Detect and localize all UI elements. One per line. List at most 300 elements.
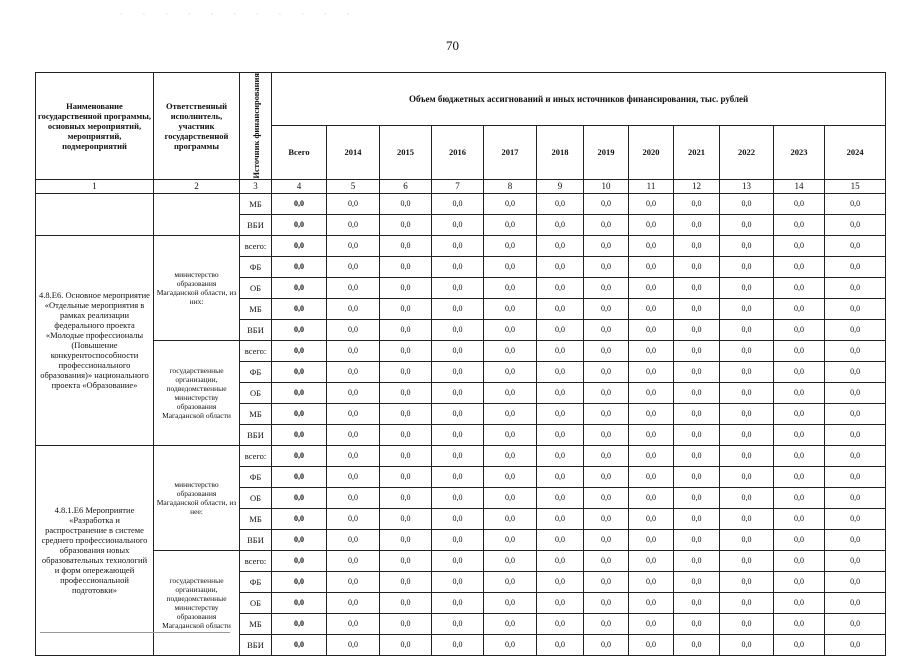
program-name-cell: 4.8.Е6. Основное мероприятие «Отдельные мероприятия в рамках реализации федерального проекта «Молодые профессионалы (Повышение конкурентоспособности профессионального образования)» национального проекта «Образование» [36, 235, 154, 445]
funding-source-cell: МБ [240, 193, 272, 214]
year-value-cell: 0,0 [774, 487, 825, 508]
year-value-cell: 0,0 [432, 571, 484, 592]
year-value-cell: 0,0 [484, 319, 537, 340]
header-year-2021: 2021 [674, 126, 720, 179]
year-value-cell: 0,0 [629, 550, 674, 571]
year-value-cell: 0,0 [674, 277, 720, 298]
year-value-cell: 0,0 [674, 634, 720, 655]
year-value-cell: 0,0 [327, 424, 380, 445]
table-row [36, 193, 886, 214]
total-value-cell: 0,0 [272, 550, 327, 571]
year-value-cell: 0,0 [327, 298, 380, 319]
year-value-cell: 0,0 [720, 298, 774, 319]
total-value-cell: 0,0 [272, 277, 327, 298]
year-value-cell: 0,0 [327, 445, 380, 466]
year-value-cell: 0,0 [629, 256, 674, 277]
year-value-cell: 0,0 [629, 214, 674, 235]
year-value-cell: 0,0 [584, 361, 629, 382]
column-number: 11 [629, 179, 674, 193]
year-value-cell: 0,0 [484, 214, 537, 235]
year-value-cell: 0,0 [720, 508, 774, 529]
total-value-cell: 0,0 [272, 487, 327, 508]
year-value-cell: 0,0 [432, 592, 484, 613]
year-value-cell: 0,0 [720, 550, 774, 571]
funding-source-cell: всего: [240, 340, 272, 361]
total-value-cell: 0,0 [272, 613, 327, 634]
year-value-cell: 0,0 [825, 487, 886, 508]
year-value-cell: 0,0 [720, 361, 774, 382]
year-value-cell: 0,0 [537, 445, 584, 466]
year-value-cell: 0,0 [380, 571, 432, 592]
year-value-cell: 0,0 [674, 361, 720, 382]
year-value-cell: 0,0 [825, 508, 886, 529]
year-value-cell: 0,0 [484, 571, 537, 592]
year-value-cell: 0,0 [584, 613, 629, 634]
year-value-cell: 0,0 [537, 466, 584, 487]
responsible-cell [154, 193, 240, 235]
year-value-cell: 0,0 [327, 466, 380, 487]
year-value-cell: 0,0 [825, 592, 886, 613]
year-value-cell: 0,0 [432, 277, 484, 298]
funding-source-cell: ФБ [240, 361, 272, 382]
year-value-cell: 0,0 [537, 256, 584, 277]
year-value-cell: 0,0 [380, 466, 432, 487]
year-value-cell: 0,0 [674, 214, 720, 235]
year-value-cell: 0,0 [674, 592, 720, 613]
year-value-cell: 0,0 [327, 634, 380, 655]
year-value-cell: 0,0 [774, 550, 825, 571]
year-value-cell: 0,0 [825, 235, 886, 256]
year-value-cell: 0,0 [720, 319, 774, 340]
year-value-cell: 0,0 [537, 235, 584, 256]
budget-table [35, 72, 886, 656]
year-value-cell: 0,0 [380, 592, 432, 613]
year-value-cell: 0,0 [432, 256, 484, 277]
year-value-cell: 0,0 [825, 634, 886, 655]
header-total: Всего [272, 126, 327, 179]
year-value-cell: 0,0 [774, 424, 825, 445]
year-value-cell: 0,0 [380, 235, 432, 256]
total-value-cell: 0,0 [272, 382, 327, 403]
funding-source-cell: МБ [240, 403, 272, 424]
table-row [36, 445, 886, 466]
year-value-cell: 0,0 [720, 382, 774, 403]
funding-source-cell: ВБИ [240, 634, 272, 655]
year-value-cell: 0,0 [327, 550, 380, 571]
year-value-cell: 0,0 [584, 487, 629, 508]
year-value-cell: 0,0 [432, 340, 484, 361]
year-value-cell: 0,0 [484, 340, 537, 361]
column-number: 2 [154, 179, 240, 193]
year-value-cell: 0,0 [629, 424, 674, 445]
year-value-cell: 0,0 [584, 508, 629, 529]
year-value-cell: 0,0 [484, 529, 537, 550]
year-value-cell: 0,0 [432, 550, 484, 571]
year-value-cell: 0,0 [584, 340, 629, 361]
year-value-cell: 0,0 [380, 529, 432, 550]
year-value-cell: 0,0 [774, 445, 825, 466]
funding-source-cell: всего: [240, 550, 272, 571]
year-value-cell: 0,0 [825, 193, 886, 214]
funding-source-cell: ВБИ [240, 424, 272, 445]
total-value-cell: 0,0 [272, 634, 327, 655]
column-number: 6 [380, 179, 432, 193]
funding-source-cell: ВБИ [240, 214, 272, 235]
column-number: 7 [432, 179, 484, 193]
funding-source-cell: ОБ [240, 487, 272, 508]
year-value-cell: 0,0 [825, 382, 886, 403]
year-value-cell: 0,0 [774, 466, 825, 487]
year-value-cell: 0,0 [537, 529, 584, 550]
total-value-cell: 0,0 [272, 529, 327, 550]
year-value-cell: 0,0 [584, 214, 629, 235]
column-number: 5 [327, 179, 380, 193]
year-value-cell: 0,0 [584, 298, 629, 319]
year-value-cell: 0,0 [825, 277, 886, 298]
year-value-cell: 0,0 [432, 445, 484, 466]
year-value-cell: 0,0 [327, 214, 380, 235]
year-value-cell: 0,0 [537, 193, 584, 214]
year-value-cell: 0,0 [584, 634, 629, 655]
year-value-cell: 0,0 [484, 424, 537, 445]
funding-source-cell: ФБ [240, 256, 272, 277]
year-value-cell: 0,0 [674, 424, 720, 445]
year-value-cell: 0,0 [380, 424, 432, 445]
responsible-cell: государственные организации, подведомственные министерству образования Магаданской области [154, 340, 240, 445]
year-value-cell: 0,0 [327, 382, 380, 403]
column-number: 4 [272, 179, 327, 193]
funding-source-cell: ВБИ [240, 319, 272, 340]
year-value-cell: 0,0 [584, 235, 629, 256]
year-value-cell: 0,0 [327, 256, 380, 277]
year-value-cell: 0,0 [327, 529, 380, 550]
funding-source-cell: МБ [240, 508, 272, 529]
year-value-cell: 0,0 [380, 382, 432, 403]
year-value-cell: 0,0 [380, 508, 432, 529]
year-value-cell: 0,0 [537, 298, 584, 319]
year-value-cell: 0,0 [629, 277, 674, 298]
year-value-cell: 0,0 [584, 256, 629, 277]
total-value-cell: 0,0 [272, 256, 327, 277]
year-value-cell: 0,0 [720, 214, 774, 235]
year-value-cell: 0,0 [537, 613, 584, 634]
year-value-cell: 0,0 [720, 634, 774, 655]
year-value-cell: 0,0 [774, 634, 825, 655]
year-value-cell: 0,0 [629, 403, 674, 424]
year-value-cell: 0,0 [629, 634, 674, 655]
total-value-cell: 0,0 [272, 508, 327, 529]
year-value-cell: 0,0 [674, 571, 720, 592]
year-value-cell: 0,0 [774, 319, 825, 340]
year-value-cell: 0,0 [432, 298, 484, 319]
year-value-cell: 0,0 [674, 382, 720, 403]
year-value-cell: 0,0 [537, 634, 584, 655]
year-value-cell: 0,0 [327, 613, 380, 634]
year-value-cell: 0,0 [537, 550, 584, 571]
year-value-cell: 0,0 [720, 235, 774, 256]
column-number: 15 [825, 179, 886, 193]
year-value-cell: 0,0 [327, 508, 380, 529]
year-value-cell: 0,0 [629, 382, 674, 403]
year-value-cell: 0,0 [584, 571, 629, 592]
header-year-2016: 2016 [432, 126, 484, 179]
year-value-cell: 0,0 [484, 466, 537, 487]
year-value-cell: 0,0 [774, 361, 825, 382]
year-value-cell: 0,0 [584, 466, 629, 487]
header-funding-source-cell [240, 73, 272, 180]
year-value-cell: 0,0 [484, 613, 537, 634]
total-value-cell: 0,0 [272, 571, 327, 592]
year-value-cell: 0,0 [432, 319, 484, 340]
year-value-cell: 0,0 [537, 424, 584, 445]
year-value-cell: 0,0 [720, 445, 774, 466]
year-value-cell: 0,0 [484, 361, 537, 382]
header-year-2018: 2018 [537, 126, 584, 179]
year-value-cell: 0,0 [720, 403, 774, 424]
column-number: 8 [484, 179, 537, 193]
year-value-cell: 0,0 [629, 193, 674, 214]
year-value-cell: 0,0 [380, 445, 432, 466]
year-value-cell: 0,0 [825, 361, 886, 382]
year-value-cell: 0,0 [774, 403, 825, 424]
funding-source-cell: ОБ [240, 277, 272, 298]
year-value-cell: 0,0 [432, 466, 484, 487]
column-number: 3 [240, 179, 272, 193]
year-value-cell: 0,0 [327, 571, 380, 592]
total-value-cell: 0,0 [272, 466, 327, 487]
year-value-cell: 0,0 [674, 529, 720, 550]
total-value-cell: 0,0 [272, 445, 327, 466]
total-value-cell: 0,0 [272, 340, 327, 361]
year-value-cell: 0,0 [629, 466, 674, 487]
year-value-cell: 0,0 [537, 382, 584, 403]
year-value-cell: 0,0 [432, 487, 484, 508]
year-value-cell: 0,0 [674, 340, 720, 361]
table-row [36, 235, 886, 256]
year-value-cell: 0,0 [327, 361, 380, 382]
scan-noise: · · · · · · · · · · · [120, 10, 359, 19]
year-value-cell: 0,0 [720, 529, 774, 550]
year-value-cell: 0,0 [584, 550, 629, 571]
year-value-cell: 0,0 [432, 361, 484, 382]
year-value-cell: 0,0 [432, 424, 484, 445]
year-value-cell: 0,0 [825, 214, 886, 235]
year-value-cell: 0,0 [537, 508, 584, 529]
column-number: 14 [774, 179, 825, 193]
year-value-cell: 0,0 [484, 256, 537, 277]
year-value-cell: 0,0 [774, 571, 825, 592]
year-value-cell: 0,0 [629, 487, 674, 508]
year-value-cell: 0,0 [774, 193, 825, 214]
year-value-cell: 0,0 [629, 529, 674, 550]
year-value-cell: 0,0 [629, 592, 674, 613]
program-name-cell [36, 193, 154, 235]
year-value-cell: 0,0 [380, 613, 432, 634]
year-value-cell: 0,0 [629, 445, 674, 466]
year-value-cell: 0,0 [825, 550, 886, 571]
year-value-cell: 0,0 [432, 403, 484, 424]
year-value-cell: 0,0 [380, 277, 432, 298]
year-value-cell: 0,0 [380, 487, 432, 508]
year-value-cell: 0,0 [380, 298, 432, 319]
table-row [36, 550, 886, 571]
year-value-cell: 0,0 [825, 424, 886, 445]
year-value-cell: 0,0 [432, 214, 484, 235]
year-value-cell: 0,0 [825, 340, 886, 361]
year-value-cell: 0,0 [327, 277, 380, 298]
year-value-cell: 0,0 [380, 319, 432, 340]
header-year-2019: 2019 [584, 126, 629, 179]
year-value-cell: 0,0 [674, 319, 720, 340]
year-value-cell: 0,0 [774, 529, 825, 550]
year-value-cell: 0,0 [380, 403, 432, 424]
year-value-cell: 0,0 [720, 571, 774, 592]
year-value-cell: 0,0 [774, 235, 825, 256]
year-value-cell: 0,0 [584, 445, 629, 466]
year-value-cell: 0,0 [484, 592, 537, 613]
year-value-cell: 0,0 [674, 298, 720, 319]
year-value-cell: 0,0 [484, 403, 537, 424]
year-value-cell: 0,0 [432, 529, 484, 550]
total-value-cell: 0,0 [272, 424, 327, 445]
year-value-cell: 0,0 [774, 508, 825, 529]
year-value-cell: 0,0 [537, 403, 584, 424]
year-value-cell: 0,0 [720, 193, 774, 214]
funding-source-cell: ОБ [240, 592, 272, 613]
total-value-cell: 0,0 [272, 298, 327, 319]
year-value-cell: 0,0 [674, 403, 720, 424]
column-number: 10 [584, 179, 629, 193]
column-number: 1 [36, 179, 154, 193]
total-value-cell: 0,0 [272, 319, 327, 340]
year-value-cell: 0,0 [720, 613, 774, 634]
funding-source-cell: ФБ [240, 571, 272, 592]
header-year-2014: 2014 [327, 126, 380, 179]
year-value-cell: 0,0 [674, 487, 720, 508]
year-value-cell: 0,0 [537, 361, 584, 382]
year-value-cell: 0,0 [629, 235, 674, 256]
funding-source-cell: ВБИ [240, 529, 272, 550]
total-value-cell: 0,0 [272, 235, 327, 256]
year-value-cell: 0,0 [432, 634, 484, 655]
header-program-name: Наименование государственной программы, основных мероприятий, мероприятий, подмероприятий [36, 73, 154, 180]
header-funding-source: Источник финансирования [250, 73, 261, 179]
year-value-cell: 0,0 [484, 634, 537, 655]
year-value-cell: 0,0 [327, 340, 380, 361]
footer-rule [40, 632, 230, 633]
year-value-cell: 0,0 [825, 298, 886, 319]
page-number: 70 [446, 38, 459, 53]
year-value-cell: 0,0 [629, 508, 674, 529]
year-value-cell: 0,0 [774, 277, 825, 298]
header-responsible: Ответственный исполнитель, участник государственной программы [154, 73, 240, 180]
total-value-cell: 0,0 [272, 592, 327, 613]
year-value-cell: 0,0 [584, 424, 629, 445]
year-value-cell: 0,0 [537, 340, 584, 361]
year-value-cell: 0,0 [484, 298, 537, 319]
year-value-cell: 0,0 [774, 340, 825, 361]
header-year-2020: 2020 [629, 126, 674, 179]
year-value-cell: 0,0 [537, 277, 584, 298]
year-value-cell: 0,0 [629, 340, 674, 361]
year-value-cell: 0,0 [674, 256, 720, 277]
program-name-cell: 4.8.1.Е6 Мероприятие «Разработка и распространение в системе среднего профессионального образования новых образовательных технологий и форм опережающей профессиональной подготовки» [36, 445, 154, 655]
year-value-cell: 0,0 [629, 319, 674, 340]
responsible-cell: министерство образования Магаданской области, из нее: [154, 445, 240, 550]
year-value-cell: 0,0 [674, 193, 720, 214]
year-value-cell: 0,0 [774, 298, 825, 319]
year-value-cell: 0,0 [825, 256, 886, 277]
column-number: 9 [537, 179, 584, 193]
year-value-cell: 0,0 [432, 382, 484, 403]
year-value-cell: 0,0 [380, 634, 432, 655]
total-value-cell: 0,0 [272, 403, 327, 424]
year-value-cell: 0,0 [484, 235, 537, 256]
year-value-cell: 0,0 [674, 466, 720, 487]
year-value-cell: 0,0 [484, 382, 537, 403]
funding-source-cell: МБ [240, 613, 272, 634]
table-row [36, 340, 886, 361]
funding-source-cell: МБ [240, 298, 272, 319]
year-value-cell: 0,0 [432, 193, 484, 214]
year-value-cell: 0,0 [584, 382, 629, 403]
year-value-cell: 0,0 [629, 571, 674, 592]
year-value-cell: 0,0 [327, 592, 380, 613]
year-value-cell: 0,0 [825, 445, 886, 466]
column-number: 12 [674, 179, 720, 193]
year-value-cell: 0,0 [484, 193, 537, 214]
year-value-cell: 0,0 [380, 340, 432, 361]
header-year-2023: 2023 [774, 126, 825, 179]
year-value-cell: 0,0 [584, 592, 629, 613]
year-value-cell: 0,0 [720, 466, 774, 487]
year-value-cell: 0,0 [825, 466, 886, 487]
year-value-cell: 0,0 [432, 613, 484, 634]
year-value-cell: 0,0 [774, 256, 825, 277]
year-value-cell: 0,0 [327, 193, 380, 214]
year-value-cell: 0,0 [629, 361, 674, 382]
year-value-cell: 0,0 [720, 256, 774, 277]
year-value-cell: 0,0 [484, 550, 537, 571]
responsible-cell: министерство образования Магаданской области, из них: [154, 235, 240, 340]
year-value-cell: 0,0 [537, 571, 584, 592]
header-funding-volume: Объем бюджетных ассигнований и иных источников финансирования, тыс. рублей [272, 73, 886, 126]
year-value-cell: 0,0 [825, 529, 886, 550]
year-value-cell: 0,0 [537, 592, 584, 613]
year-value-cell: 0,0 [380, 361, 432, 382]
year-value-cell: 0,0 [537, 487, 584, 508]
total-value-cell: 0,0 [272, 361, 327, 382]
total-value-cell: 0,0 [272, 214, 327, 235]
year-value-cell: 0,0 [327, 487, 380, 508]
year-value-cell: 0,0 [674, 613, 720, 634]
year-value-cell: 0,0 [825, 319, 886, 340]
year-value-cell: 0,0 [327, 319, 380, 340]
year-value-cell: 0,0 [720, 277, 774, 298]
year-value-cell: 0,0 [432, 235, 484, 256]
year-value-cell: 0,0 [825, 613, 886, 634]
header-year-2015: 2015 [380, 126, 432, 179]
year-value-cell: 0,0 [380, 193, 432, 214]
year-value-cell: 0,0 [774, 613, 825, 634]
header-year-2017: 2017 [484, 126, 537, 179]
header-year-2024: 2024 [825, 126, 886, 179]
year-value-cell: 0,0 [674, 445, 720, 466]
year-value-cell: 0,0 [720, 340, 774, 361]
year-value-cell: 0,0 [674, 508, 720, 529]
year-value-cell: 0,0 [584, 529, 629, 550]
year-value-cell: 0,0 [720, 487, 774, 508]
